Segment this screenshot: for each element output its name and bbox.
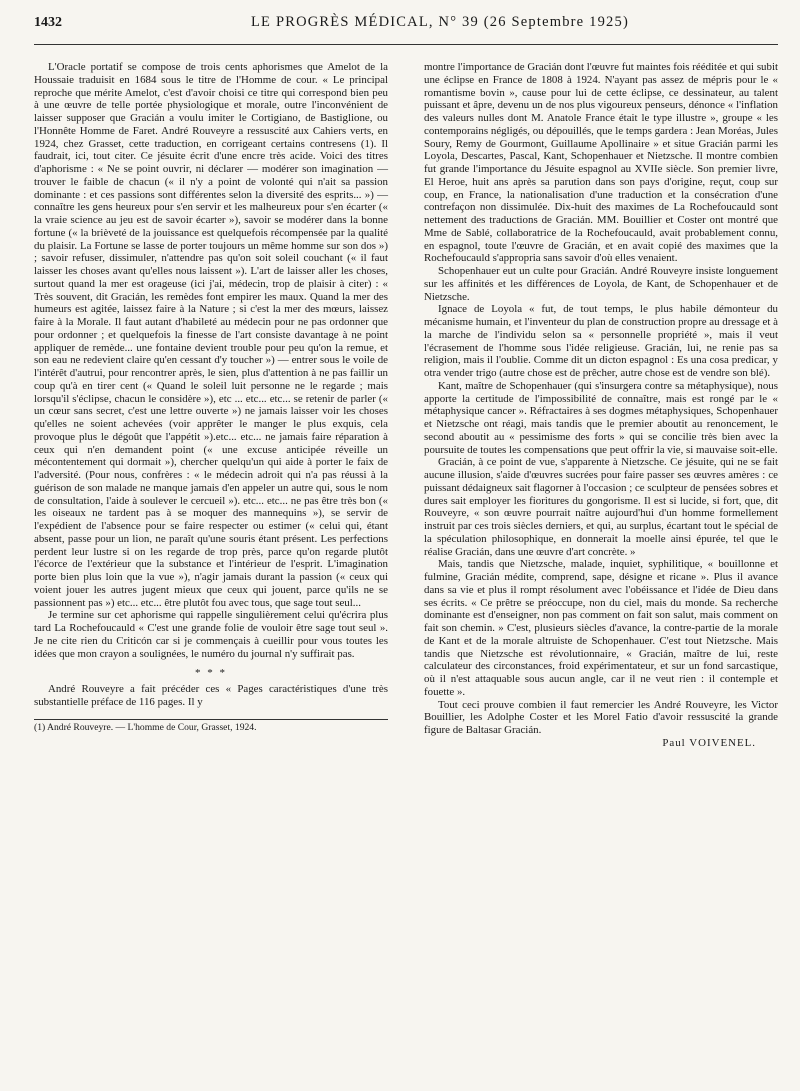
- page-header: [34, 14, 778, 45]
- footnote: (1) André Rouveyre. — L'homme de Cour, Grasset, 1924.: [34, 721, 257, 733]
- running-title: LE PROGRÈS MÉDICAL, N° 39 (26 Septembre 1925): [251, 14, 629, 30]
- left-column: [34, 61, 388, 750]
- paragraph: Schopenhauer eut un culte pour Gracián. André Rouveyre insiste longuement sur les affinités et les différences de Loyola, de Kant, de Schopenhauer et de Nietzsche.: [424, 265, 778, 303]
- section-separator: * * *: [195, 667, 227, 680]
- paragraph: L'Oracle portatif se compose de trois cents aphorismes que Amelot de la Houssaie traduisit en 1684 sous le titre de l'Homme de cour. « Le principal reproche que mérite Amelot, c'est d'avoir choisi ce titre qui correspond bien peu à une œuvre de telle portée physiologique et morale, outre l'inconvénient de laisser supposer que Gracián a voulu imiter le Cortigiano, de Bastiglione, ou l'Honnête Homme de Faret. André Rouveyre a ressuscité aux Cahiers verts, en 1924, chez Grasset, cette traduction, en corrigeant certains contresens (1). Il faudrait, ici, tout citer. Ce jésuite écrit d'une encre très acide. Voici des titres d'aphorisme : « Ne se point ouvrir, ni déclarer — modérer son imagination — trouver le faible de chacun (« il n'y a point de volonté qui n'ait sa passion dominante : et ces passions sont différentes selon la diversité des esprits... ») — connaître les gens heureux pour s'en servir et les malheureux pour s'en écarter (« la vraie science au jeu est de savoir écarter »), savoir se modérer dans la bonne fortune (« la brièveté de la jouissance est quelquefois récompensée par la qualité du plaisir. La Fortune se lasse de porter toujours un même homme sur son dos ») ; savoir refuser, dissimuler, n'attendre pas qu'on soit soleil couchant (« il faut laisser les choses avant qu'elles nous laissent »). L'art de laisser aller les choses, surtout quand la mer est orageuse (ici j'ai, médecin, trop de plaisir à citer) : « Très souvent, dit Gracián, les remèdes font empirer les maux. Quand la mer des humeurs est agitée, laissez faire à la Nature ; si c'est la mer des mœurs, laissez faire à la Morale. Il faut autant d'habileté au médecin pour ne pas ordonner que pour ordonner ; et quelquefois la finesse de l'art consiste davantage à ne point appliquer de remède... une fontaine devient trouble pour peu qu'on la remue, et son eau ne redevient claire qu'en cessant d'y toucher ») — entrer sous le voile de l'intérêt d'autrui, pour rencontrer après, le sien, plus d'attention à ne pas faillir un coup qu'à en tirer cent (« Quand le soleil luit personne ne le regarde ; mais lorsqu'il s'éclipse, chacun le considère »), etc ... etc... etc... se retenir de parler (« un cœur sans secret, c'est une lettre ouverte ») ne jamais laisser voir les choses qu'elles ne soient achevées (voir apprêter le manger le plus exquis, cela provoque plus le dégoût que l'appétit »).etc... etc... ne jamais faire réparation à ceux qui n'en demandent point (« une excuse anticipée réveille un mécontentement qui dormait »), chercher quelqu'un qui aide à porter le faix de l'adversité. (Pour nous, confrères : « le médecin adroit qui n'a pas réussi à la guérison de son malade ne manque jamais d'en appeler un autre qui, sous le nom de consultation, l'aide à soulever le cercueil »). etc... etc... ne pas être très bon (« les oiseaux ne tardent pas à se moquer des mannequins »), se servir de l'expédient de l'absence pour se faire respecter ou estimer (« celui qui, étant absent, passe pour un lion, ne paraît qu'une souris étant présent. Les perfections perdent leur lustre si on les regarde de trop près, parce qu'on regarde plutôt l'écorce de l'extérieur que la substance et l'intérieur de l'esprit. L'imagination porte bien plus loin que la vue »), n'agir jamais durant la passion (« ceux qui voient jouer les autres jugent mieux que ceux qui jouent, parce qu'ils ne se passionnent pas ») etc... etc... être plutôt fou avec tous, que sage tout seul...: [34, 61, 388, 609]
- paragraph: Kant, maître de Schopenhauer (qui s'insurgera contre sa métaphysique), nous apporte la certitude de l'impossibilité de connaître, mais est rongé par le « métaphysique cancer ». Réfractaires à ses dogmes métaphysiques, Schopenhauer et Nietzsche ont réagi, mais tandis que le premier aboutit au renoncement, le second aboutit au « pessimisme des forts » qui se concilie très bien avec la poursuite de toutes les compensations que peut offrir la vie, si mauvaise soit-elle.: [424, 379, 778, 456]
- page-number: 1432: [34, 15, 62, 30]
- paragraph: Gracián, à ce point de vue, s'apparente à Nietzsche. Ce jésuite, qui ne se fait aucune illusion, s'aide d'œuvres sucrées pour faire passer ses œuvres amères : ce puissant dédaigneux sait flagorner à l'occasion ; ce sculpteur de pensées sobres et dures sait employer les fioritures du gongorisme. Il est si lucide, si fort, que, dit Rouveyre, « son œuvre pourrait naître aujourd'hui d'un homme formellement instruit par ces trois siècles derniers, et qui, au surplus, écartant tout le spécial de la spéculation philosophique, en donnerait la moelle ainsi épurée, tel que le réalise Gracián, dans une œuvre d'art concrète. »: [424, 456, 778, 558]
- paragraph: montre l'importance de Gracián dont l'œuvre fut maintes fois rééditée et qui subit une éclipse en France de 1808 à 1924. N'ayant pas assez de mépris pour le « romantisme bovin », cause pour lui de cette éclipse, ce dessinateur, au talent puissant et âpre, devenu un de nos plus vigoureux penseurs, dénonce « l'inflation des valeurs nulles dont M. Anatole France était le type illustre », groupe « les contemporains négligés, ou dépouillés, que le temps gardera : Jean Moréas, Jules Soury, Remy de Gourmont, Guillaume Apollinaire » et situe Gracián parmi les Loyola, Descartes, Pascal, Kant, Schopenhauer et Nietzsche. Il montre combien fut grande l'importance du Jésuite espagnol au XVIIe siècle. Son premier livre, El Heroe, huit ans après sa parution dans son pays d'origine, reçut, coup sur coup, en France, la nationalisation d'une traduction et la consécration d'une contrefaçon non dissimulée. Dix-huit des maximes de La Rochefoucauld sont nettement des traductions de Gracián. MM. Bouillier et Coster ont montré que Mme de Sablé, collaboratrice de la Rochefoucauld, avait probablement connu, en espagnol, toute l'œuvre de Gracián, et en avait copié des maximes que la Rochefoucauld s'appropria sans savoir d'où elles venaient.: [424, 61, 778, 265]
- article-columns: [34, 61, 778, 750]
- author-signature: Paul VOIVENEL.: [662, 736, 756, 749]
- paragraph: Tout ceci prouve combien il faut remercier les André Rouveyre, les Victor Bouillier, les Adolphe Coster et les Morel Fatio d'avoir ressuscité la grande figure de Baltasar Gracián.: [424, 698, 778, 736]
- paragraph: Ignace de Loyola « fut, de tout temps, le plus habile démonteur du mécanisme humain, et l'inventeur du plan de construction propre au dressage et à la marche de l'individu selon sa « personnelle propriété », mais il veut l'écrasement de l'homme sous l'idée religieuse. Gracián, lui, ne renie pas sa religion, mais il l'oublie. Comme dit un dicton espagnol : Es una cosa predicar, y otra vender trigo (autre chose est de prêcher, autre chose est de vendre son blé).: [424, 303, 778, 379]
- right-column: [424, 61, 778, 750]
- paragraph: Mais, tandis que Nietzsche, malade, inquiet, syphilitique, « bouillonne et fulmine, Gracián médite, comprend, sape, désigne et ricane ». Plus il avance dans sa vie et plus il rompt résolument avec l'obéissance et l'idée de Dieu dans ses écrits. « Ce prêtre se préoccupe, non du ciel, mais du monde. Sa recherche dominante est d'enseigner, non pas comment on fait son salut, mais comment on fait son chemin. » C'est, plusieurs siècles d'avance, la contre-partie de la morale de Kant et de la morale altruiste de Schopenhauer. C'est tout Nietzsche. Mais tandis que Nietzsche est révolutionnaire, « Gracián, maître de lui, reste calculateur des circonstances, froid expérimentateur, et sur un fond sarcastique, où il n'est attaquable sous aucun angle, car il ne veut rien : il contemple et fouette ».: [424, 558, 778, 698]
- paragraph: André Rouveyre a fait précéder ces « Pages caractéristiques d'une très substantielle préface de 116 pages. Il y: [34, 683, 388, 708]
- paragraph: Je termine sur cet aphorisme qui rappelle singulièrement celui qu'écrira plus tard La Rochefoucauld « C'est une grande folie de vouloir être sage tout seul ». Je ne cite rien du Criticón car si je commençais à cueillir pour vous toutes les idées que mon crayon a soulignées, le numéro du journal n'y suffirait pas.: [34, 609, 388, 660]
